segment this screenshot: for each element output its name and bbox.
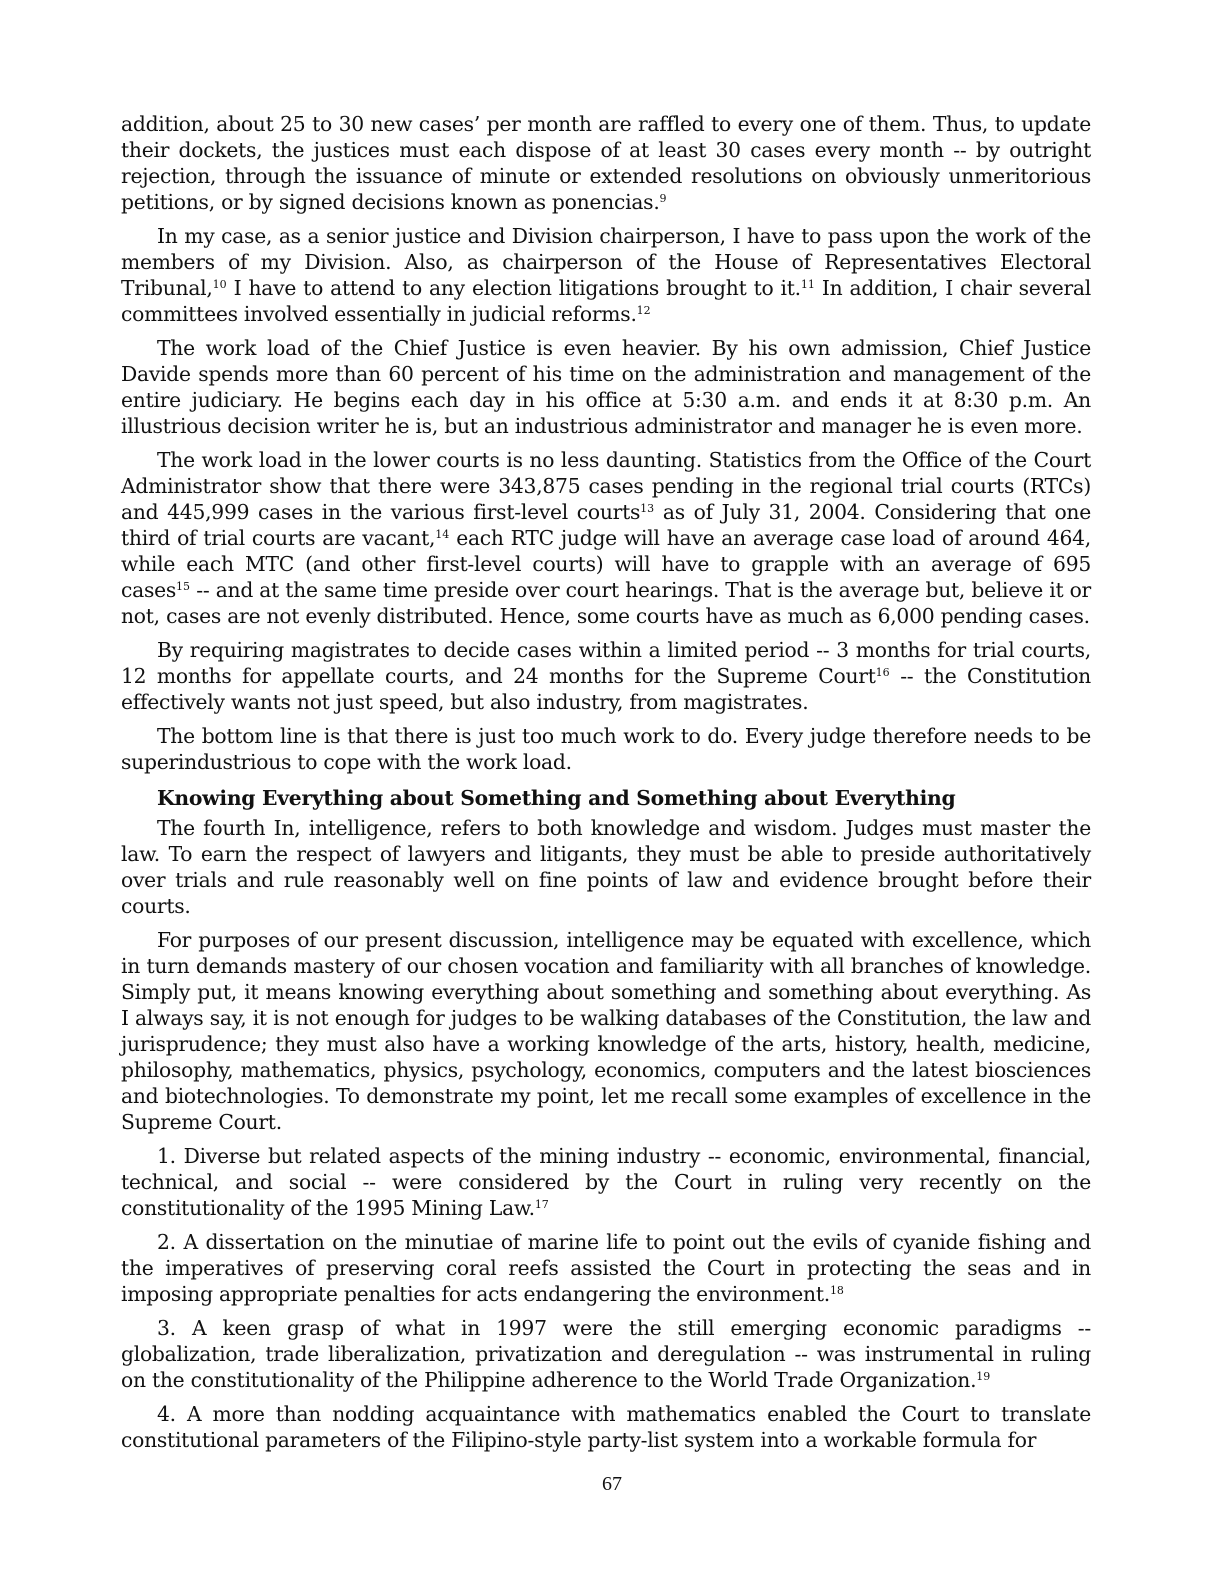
paragraph-text: The work load of the Chief Justice is even heavier. By his own admission, Chief Justice Davide spends more than 60 percent of his time on the administration and management of the entire judiciary. He begins each day in his office at 5:30 a.m. and ends it at 8:30 p.m. An illustrious decision writer he is, but an industrious administrator and manager he is even more. xyxy=(121,336,1091,438)
footnote-marker: 9 xyxy=(659,192,667,205)
paragraph-text: The work load in the lower courts is no less daunting. Statistics from the Office of the Court Administrator show that there were 343,875 cases pending in the regional trial courts (RTCs) and 445,999 cases in the various first-level courts xyxy=(121,448,1091,524)
paragraph-text: 3. A keen grasp of what in 1997 were the still emerging economic paradigms -- globalization, trade liberalization, privatization and deregulation -- was instrumental in ruling on the constitutionality of the Philippine adherence to the World Trade Organization. xyxy=(121,1316,1091,1392)
paragraph-text: each RTC judge will have an average case load of around 464, while each MTC (and other first-level courts) will have to grapple with an average of 695 cases xyxy=(121,526,1091,602)
footnote-marker: 14 xyxy=(435,528,450,541)
paragraph-text: addition, about 25 to 30 new cases’ per month are raffled to every one of them. Thus, to update their dockets, the justices must each dispose of at least 30 cases every month -- by outright rejection, through the issuance of minute or extended resolutions on obviously unmeritorious petitions, or by signed decisions known as ponencias. xyxy=(121,112,1091,214)
footnote-marker: 17 xyxy=(534,1198,549,1211)
paragraph xyxy=(121,223,1091,327)
paragraph xyxy=(121,637,1091,715)
paragraph-text: For purposes of our present discussion, intelligence may be equated with excellence, which in turn demands mastery of our chosen vocation and familiarity with all branches of knowledge. Simply put, it means knowing everything about something and something about everything. As I always say, it is not enough for judges to be walking databases of the Constitution, the law and jurisprudence; they must also have a working knowledge of the arts, history, health, medicine, philosophy, mathematics, physics, psychology, economics, computers and the latest biosciences and biotechnologies. To demonstrate my point, let me recall some examples of excellence in the Supreme Court. xyxy=(121,928,1091,1134)
page-number: 67 xyxy=(602,1473,622,1495)
paragraph-text: The bottom line is that there is just too much work to do. Every judge therefore needs to be superindustrious to cope with the work load. xyxy=(121,724,1091,774)
paragraph xyxy=(121,1315,1091,1393)
paragraph xyxy=(121,447,1091,629)
footnote-marker: 15 xyxy=(176,580,191,593)
paragraph-text: By requiring magistrates to decide cases within a limited period -- 3 months for trial courts, 12 months for appellate courts, and 24 months for the Supreme Court xyxy=(121,638,1091,688)
body-text-after-heading xyxy=(121,815,1091,1453)
paragraph-text: 4. A more than nodding acquaintance with mathematics enabled the Court to translate constitutional parameters of the Filipino-style party-list system into a workable formula for xyxy=(121,1402,1091,1452)
paragraph xyxy=(121,815,1091,919)
paragraph xyxy=(121,723,1091,775)
paragraph xyxy=(121,111,1091,215)
paragraph xyxy=(121,335,1091,439)
paragraph-text: -- and at the same time preside over court hearings. That is the average but, believe it or not, cases are not evenly distributed. Hence, some courts have as much as 6,000 pending cases. xyxy=(121,578,1091,628)
footnote-marker: 18 xyxy=(829,1284,844,1297)
paragraph-text: 1. Diverse but related aspects of the mining industry -- economic, environmental, financial, technical, and social -- were considered by the Court in ruling very recently on the constitutionality of the 1995 Mining Law. xyxy=(121,1144,1091,1220)
footnote-marker: 13 xyxy=(640,502,655,515)
footnote-marker: 11 xyxy=(800,278,815,291)
section-heading: Knowing Everything about Something and Something about Everything xyxy=(157,786,956,810)
paragraph-text: I have to attend to any election litigations brought to it. xyxy=(226,276,801,300)
document-page xyxy=(121,111,1091,1461)
paragraph-text: -- the Constitution effectively wants not just speed, but also industry, from magistrates. xyxy=(121,664,1091,714)
footnote-marker: 12 xyxy=(636,304,651,317)
paragraph xyxy=(121,1143,1091,1221)
paragraph xyxy=(121,927,1091,1135)
paragraph-text: as of July 31, 2004. Considering that one third of trial courts are vacant, xyxy=(121,500,1091,550)
paragraph xyxy=(121,1401,1091,1453)
paragraph-text: The fourth In, intelligence, refers to both knowledge and wisdom. Judges must master the law. To earn the respect of lawyers and litigants, they must be able to preside authoritatively over trials and rule reasonably well on fine points of law and evidence brought before their courts. xyxy=(121,816,1091,918)
footnote-marker: 16 xyxy=(875,666,890,679)
paragraph-text: In my case, as a senior justice and Division chairperson, I have to pass upon the work of the members of my Division. Also, as chairperson of the House of Representatives Electoral Tribunal, xyxy=(121,224,1091,300)
paragraph-text: In addition, I chair several committees involved essentially in judicial reforms. xyxy=(121,276,1091,326)
footnote-marker: 19 xyxy=(976,1370,991,1383)
body-text-before-heading xyxy=(121,111,1091,775)
paragraph xyxy=(121,1229,1091,1307)
footnote-marker: 10 xyxy=(212,278,227,291)
paragraph-text: 2. A dissertation on the minutiae of marine life to point out the evils of cyanide fishing and the imperatives of preserving coral reefs assisted the Court in protecting the seas and in imposing appropriate penalties for acts endangering the environment. xyxy=(121,1230,1091,1306)
